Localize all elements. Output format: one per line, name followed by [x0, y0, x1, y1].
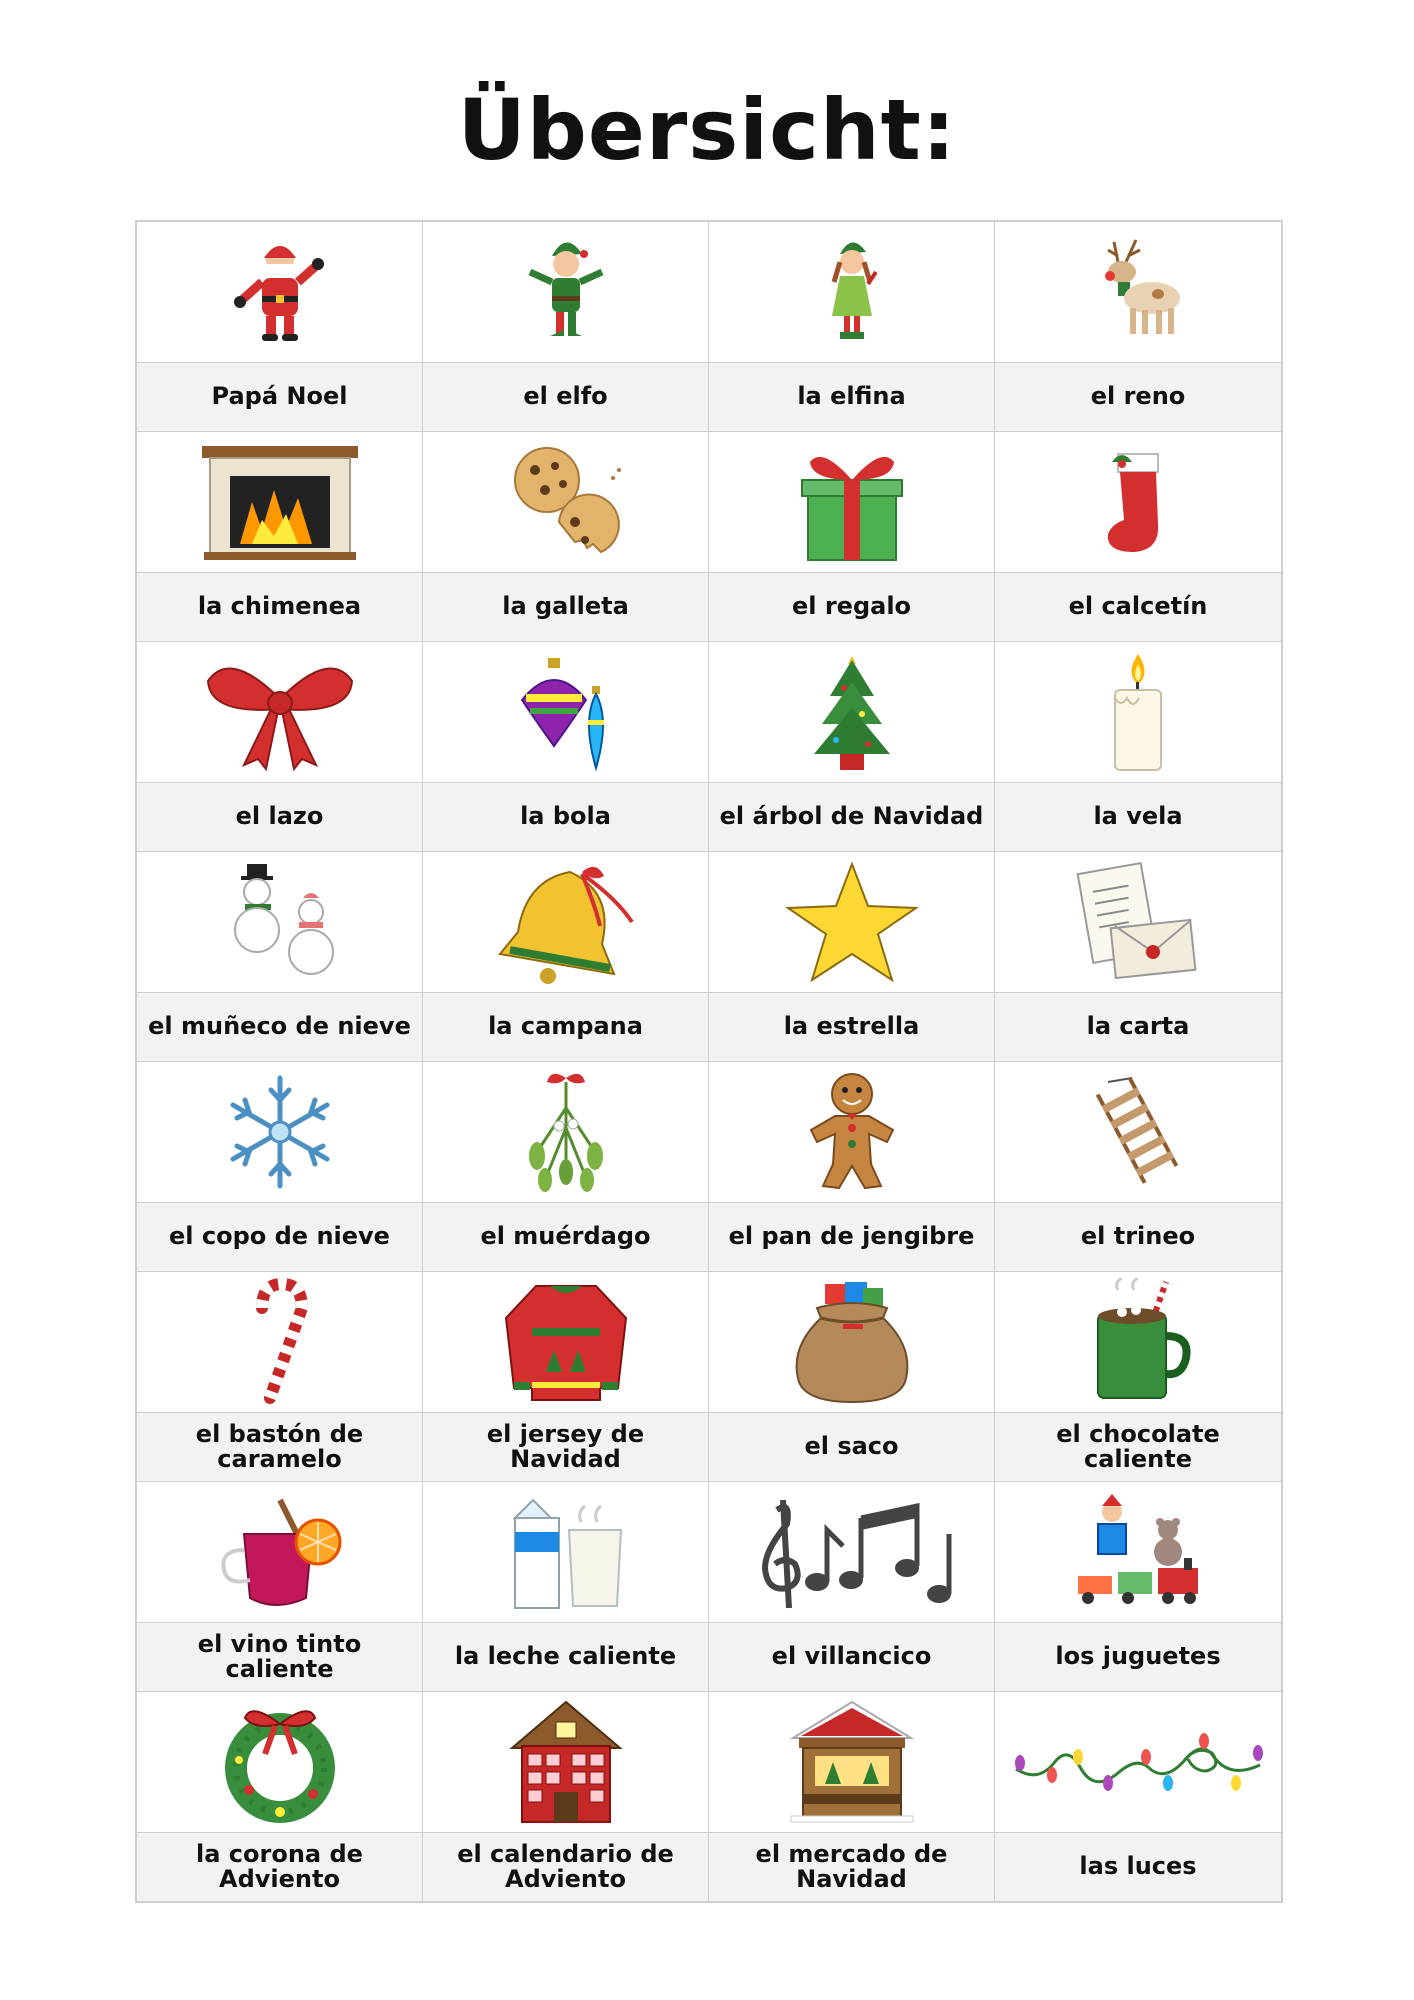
card-picture — [709, 1272, 994, 1413]
card-picture — [995, 222, 1281, 363]
grid-row — [137, 852, 1281, 1062]
card-picture — [137, 852, 422, 993]
card-picture — [423, 1062, 708, 1203]
bow-icon — [200, 653, 360, 771]
card-label: los juguetes — [995, 1623, 1281, 1691]
card-picture — [423, 432, 708, 573]
vocab-card — [137, 1062, 423, 1272]
card-label: el elfo — [423, 363, 708, 431]
card-picture — [709, 642, 994, 783]
card-picture — [995, 1482, 1281, 1623]
fireplace-icon — [200, 440, 360, 564]
card-label: la galleta — [423, 573, 708, 641]
card-picture — [709, 222, 994, 363]
sack-icon — [787, 1278, 917, 1406]
card-picture — [709, 1482, 994, 1623]
grid-row — [137, 1482, 1281, 1692]
vocab-card — [137, 852, 423, 1062]
wreath-icon — [215, 1698, 345, 1826]
vocabulary-grid — [135, 220, 1283, 1903]
card-label: la chimenea — [137, 573, 422, 641]
vocab-card — [995, 222, 1281, 432]
card-picture — [137, 1272, 422, 1413]
card-label: la campana — [423, 993, 708, 1061]
toys-icon — [1068, 1490, 1208, 1614]
vocab-card — [709, 1272, 995, 1482]
card-label: el árbol de Navidad — [709, 783, 994, 851]
card-label: el lazo — [137, 783, 422, 851]
vocab-card — [995, 642, 1281, 852]
vocab-card — [137, 642, 423, 852]
card-picture — [137, 432, 422, 573]
vocab-card — [709, 1062, 995, 1272]
christmas-tree-icon — [802, 648, 902, 776]
reindeer-icon — [1078, 232, 1198, 352]
card-label: el vino tinto caliente — [137, 1623, 422, 1691]
card-label: el calendario de Adviento — [423, 1833, 708, 1901]
card-picture — [137, 1692, 422, 1833]
card-picture — [137, 1482, 422, 1623]
vocab-card — [423, 1062, 709, 1272]
card-label: el regalo — [709, 573, 994, 641]
grid-row — [137, 222, 1281, 432]
card-picture — [423, 1272, 708, 1413]
candy-cane-icon — [240, 1278, 320, 1406]
card-label: el trineo — [995, 1203, 1281, 1271]
vocab-card — [995, 1692, 1281, 1901]
vocab-card — [423, 642, 709, 852]
vocab-card — [709, 222, 995, 432]
sweater-icon — [496, 1278, 636, 1406]
card-label: las luces — [995, 1833, 1281, 1901]
market-stall-icon — [787, 1698, 917, 1826]
mistletoe-icon — [511, 1068, 621, 1196]
vocab-card — [995, 1272, 1281, 1482]
vocab-card — [137, 1272, 423, 1482]
vocab-card — [137, 1692, 423, 1901]
vocab-card — [137, 222, 423, 432]
card-label: el villancico — [709, 1623, 994, 1691]
snowman-icon — [215, 858, 345, 986]
hot-chocolate-icon — [1078, 1278, 1198, 1406]
grid-row — [137, 642, 1281, 852]
card-picture — [995, 1272, 1281, 1413]
card-picture — [423, 852, 708, 993]
card-picture — [709, 432, 994, 573]
page-title: Übersicht: — [457, 81, 957, 179]
vocab-card — [709, 642, 995, 852]
card-picture — [423, 1482, 708, 1623]
card-label: la elfina — [709, 363, 994, 431]
card-picture — [995, 1062, 1281, 1203]
vocab-card — [995, 852, 1281, 1062]
card-label: el saco — [709, 1413, 994, 1481]
card-picture — [709, 1692, 994, 1833]
grid-row — [137, 1272, 1281, 1482]
ornament-icon — [506, 650, 626, 774]
card-picture — [995, 642, 1281, 783]
card-label: el chocolate caliente — [995, 1413, 1281, 1481]
grid-row — [137, 432, 1281, 642]
card-picture — [995, 852, 1281, 993]
vocab-card — [423, 432, 709, 642]
card-picture — [709, 852, 994, 993]
vocab-card — [709, 1482, 995, 1692]
sled-icon — [1088, 1070, 1188, 1194]
card-picture — [995, 432, 1281, 573]
card-picture — [709, 1062, 994, 1203]
vocab-card — [995, 1062, 1281, 1272]
card-label: Papá Noel — [137, 363, 422, 431]
card-picture — [423, 642, 708, 783]
card-label: el muñeco de nieve — [137, 993, 422, 1061]
card-label: el mercado de Navidad — [709, 1833, 994, 1901]
music-notes-icon — [747, 1490, 957, 1614]
card-label: el reno — [995, 363, 1281, 431]
milk-icon — [501, 1488, 631, 1616]
card-label: el bastón de caramelo — [137, 1413, 422, 1481]
elf-girl-icon — [792, 232, 912, 352]
card-label: la corona de Adviento — [137, 1833, 422, 1901]
star-icon — [782, 860, 922, 984]
card-picture — [137, 642, 422, 783]
card-picture — [423, 1692, 708, 1833]
card-label: el pan de jengibre — [709, 1203, 994, 1271]
card-label: la leche caliente — [423, 1623, 708, 1691]
vocab-card — [995, 1482, 1281, 1692]
card-picture — [995, 1692, 1281, 1833]
vocab-card — [709, 432, 995, 642]
vocab-card — [995, 432, 1281, 642]
card-label: el copo de nieve — [137, 1203, 422, 1271]
vocab-card — [423, 222, 709, 432]
vocab-card — [423, 1692, 709, 1901]
gingerbread-icon — [797, 1068, 907, 1196]
card-label: el jersey de Navidad — [423, 1413, 708, 1481]
card-label: la estrella — [709, 993, 994, 1061]
vocab-card — [137, 1482, 423, 1692]
card-label: la carta — [995, 993, 1281, 1061]
grid-row — [137, 1062, 1281, 1272]
vocab-card — [709, 852, 995, 1062]
santa-icon — [220, 232, 340, 352]
vocab-card — [709, 1692, 995, 1901]
vocab-card — [423, 852, 709, 1062]
elf-boy-icon — [506, 232, 626, 352]
grid-row — [137, 1692, 1281, 1901]
mulled-wine-icon — [210, 1490, 350, 1614]
vocab-card — [137, 432, 423, 642]
bell-icon — [486, 858, 646, 986]
stocking-icon — [1088, 440, 1188, 564]
snowflake-icon — [215, 1070, 345, 1194]
cookie-icon — [501, 440, 631, 564]
card-label: la bola — [423, 783, 708, 851]
card-picture — [137, 1062, 422, 1203]
card-label: la vela — [995, 783, 1281, 851]
advent-calendar-icon — [506, 1698, 626, 1826]
card-label: el muérdago — [423, 1203, 708, 1271]
letter-icon — [1073, 860, 1203, 984]
vocab-card — [423, 1272, 709, 1482]
card-picture — [137, 222, 422, 363]
card-picture — [423, 222, 708, 363]
gift-icon — [792, 440, 912, 564]
candle-icon — [1093, 648, 1183, 776]
vocab-card — [423, 1482, 709, 1692]
lights-icon — [1008, 1717, 1268, 1807]
card-label: el calcetín — [995, 573, 1281, 641]
